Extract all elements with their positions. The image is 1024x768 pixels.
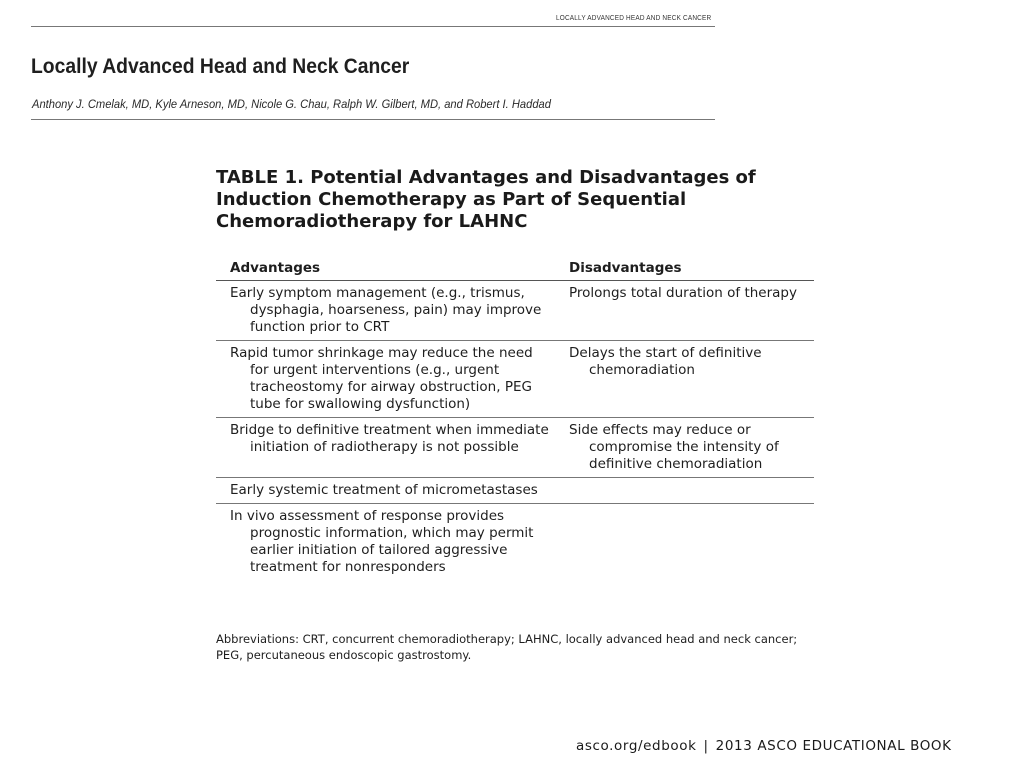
column-header-advantages: Advantages [216, 258, 555, 281]
advantages-table [216, 258, 814, 580]
advantage-cell: Early symptom management (e.g., trismus, dysphagia, hoarseness, pain) may improve function prior to CRT [216, 281, 555, 341]
running-head: LOCALLY ADVANCED HEAD AND NECK CANCER [556, 15, 712, 22]
footer-url: asco.org/edbook [576, 738, 697, 754]
page-footer [576, 738, 952, 754]
table-row [216, 281, 814, 341]
author-list: Anthony J. Cmelak, MD, Kyle Arneson, MD, Nicole G. Chau, Ralph W. Gilbert, MD, and Robert I. Haddad [32, 97, 551, 111]
footer-book-title: 2013 ASCO EDUCATIONAL BOOK [715, 738, 952, 754]
table-title: TABLE 1. Potential Advantages and Disadvantages of Induction Chemotherapy as Part of Sequential Chemoradiotherapy for LAHNC [216, 167, 756, 232]
disadvantage-cell: Side effects may reduce or compromise the intensity of definitive chemoradiation [555, 418, 814, 478]
advantage-cell: Early systemic treatment of micrometastases [216, 478, 555, 504]
advantage-cell: In vivo assessment of response provides prognostic information, which may permit earlier initiation of tailored aggressive treatment for nonresponders [230, 508, 534, 575]
table-header-row [216, 258, 814, 281]
disadvantage-cell: Delays the start of definitive chemoradiation [555, 341, 814, 418]
table-row [216, 504, 814, 581]
footer-separator: | [703, 738, 709, 754]
disadvantage-cell: Prolongs total duration of therapy [555, 281, 814, 341]
column-header-disadvantages: Disadvantages [555, 258, 814, 281]
advantage-cell: Rapid tumor shrinkage may reduce the need for urgent interventions (e.g., urgent tracheostomy for airway obstruction, PEG tube for swallowing dysfunction) [216, 341, 555, 418]
table-row [216, 341, 814, 418]
table-row [216, 418, 814, 478]
table-row [216, 478, 814, 504]
header-rule-top [31, 26, 715, 27]
header-rule-bottom [31, 119, 715, 120]
disadvantage-cell [555, 504, 814, 581]
disadvantage-cell [555, 478, 814, 504]
table-footnote: Abbreviations: CRT, concurrent chemoradiotherapy; LAHNC, locally advanced head and neck cancer; PEG, percutaneous endoscopic gastrostomy. [216, 632, 798, 662]
advantage-cell: Bridge to definitive treatment when immediate initiation of radiotherapy is not possible [216, 418, 555, 478]
article-title: Locally Advanced Head and Neck Cancer [31, 55, 410, 78]
